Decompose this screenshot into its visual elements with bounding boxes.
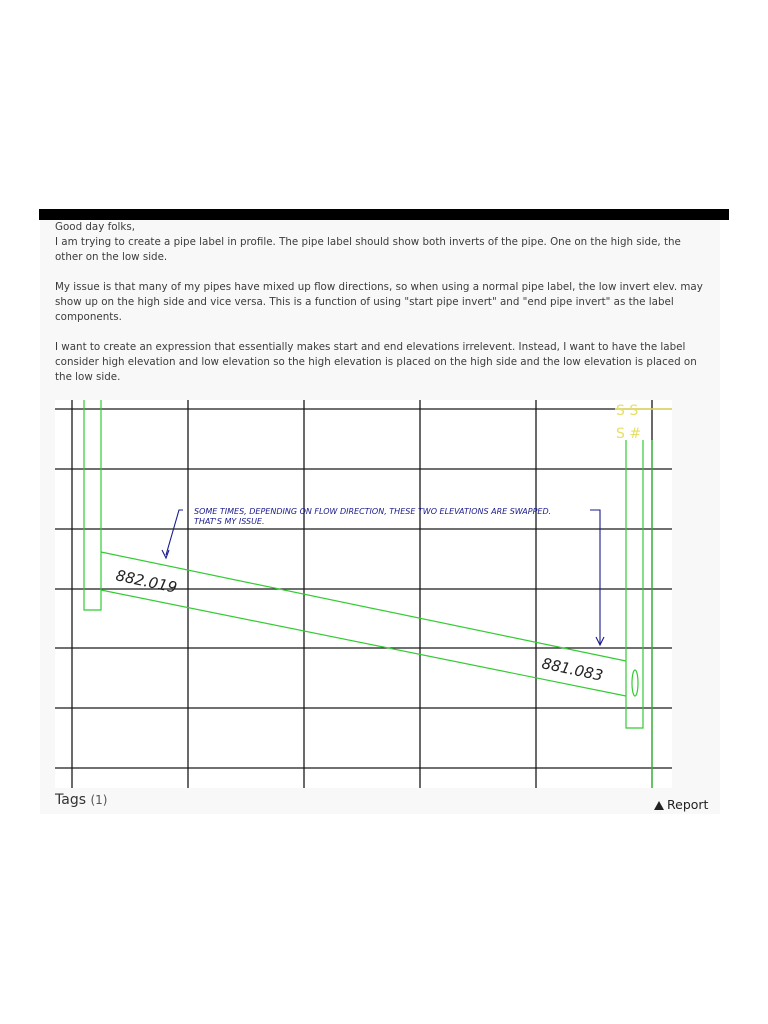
- tags-section[interactable]: [55, 792, 107, 808]
- left-arrowhead-icon: [162, 550, 169, 558]
- drawing-grid: [55, 400, 672, 788]
- profile-drawing-image: [55, 400, 672, 788]
- top-divider-bar: [39, 209, 729, 220]
- manhole-symbol-group: [615, 403, 672, 442]
- post-body: [55, 220, 710, 430]
- annotation-arrows: [162, 510, 604, 645]
- right-manhole: [626, 440, 643, 728]
- left-elevation-label: 882.019: [114, 566, 179, 597]
- report-button[interactable]: [654, 797, 708, 812]
- right-leader-line: [590, 510, 600, 644]
- post-paragraph-1: I am trying to create a pipe label in profile. The pipe label should show both inverts of the pipe. One on the high side, the other on the low side.: [55, 236, 681, 263]
- right-elevation-label: 881.083: [540, 654, 605, 685]
- tags-label[interactable]: Tags: [55, 792, 86, 808]
- annotation-line-2: THAT'S MY ISSUE.: [194, 517, 265, 526]
- tags-count: (1): [90, 793, 108, 807]
- left-manhole: [84, 400, 101, 610]
- left-leader-line: [166, 510, 183, 555]
- post-paragraph-3: I want to create an expression that essentially makes start and end elevations irrelevent. Instead, I want to have the label consider high elevation and low elevation so the high elevation is placed on the high side and the low elevation is placed on the low side.: [55, 341, 697, 383]
- annotation-text: [194, 507, 551, 526]
- annotation-line-1: SOME TIMES, DEPENDING ON FLOW DIRECTION, THESE TWO ELEVATIONS ARE SWAPPED.: [194, 507, 552, 516]
- post-greeting: Good day folks,: [55, 221, 135, 233]
- pipe-end-ellipse: [632, 670, 638, 696]
- manhole-symbol-top: S S: [616, 403, 639, 419]
- manhole-symbol-bottom: S #: [616, 426, 642, 442]
- warning-icon: [654, 801, 664, 810]
- profile-drawing-svg: [55, 400, 672, 788]
- report-label[interactable]: Report: [667, 797, 709, 812]
- post-paragraph-2: My issue is that many of my pipes have mixed up flow directions, so when using a normal pipe label, the low invert elev. may show up on the high side and vice versa. This is a function of using "start pipe invert" and "end pipe invert" as the label components.: [55, 281, 703, 323]
